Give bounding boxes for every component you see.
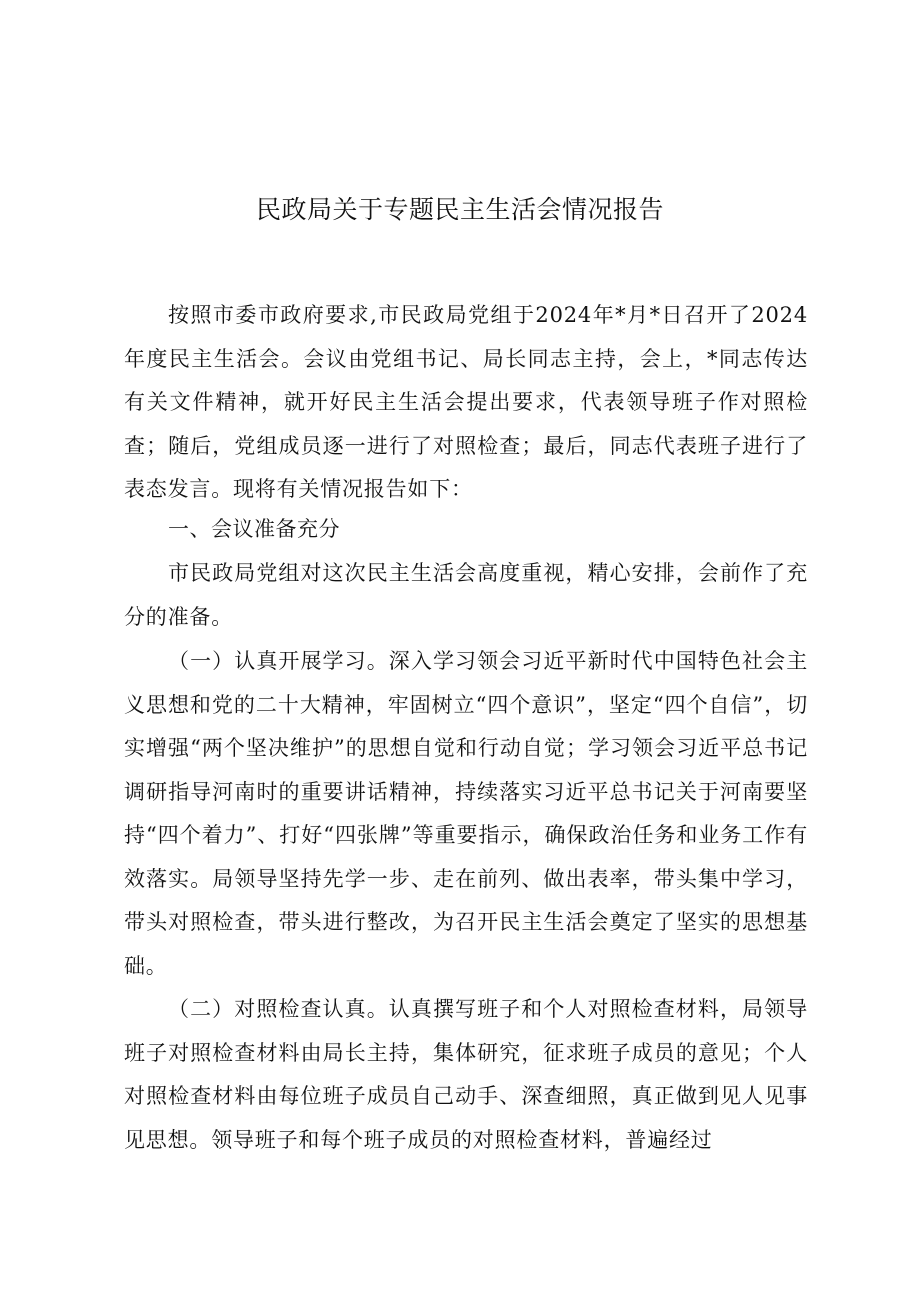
section-1-intro-paragraph: 市民政局党组对这次民主生活会高度重视，精心安排，会前作了充分的准备。 bbox=[124, 561, 808, 629]
paragraph-study: （一）认真开展学习。深入学习领会习近平新时代中国特色社会主义思想和党的二十大精神，牢固树立“四个意识”，坚定“四个自信”，切实增强“两个坚决维护”的思想自觉和行动自觉；学习领会习近平总书记调研指导河南时的重要讲话精神，持续落实习近平总书记关于河南要坚持“四个着力”、打好“四张牌”等重要指示，确保政治任务和业务工作有效落实。局领导坚持先学一步、走在前列、做出表率，带头集中学习，带头对照检查，带头进行整改，为召开民主生活会奠定了坚实的思想基础。 bbox=[124, 649, 808, 978]
document-title: 民政局关于专题民主生活会情况报告 bbox=[255, 195, 664, 224]
intro-paragraph: 按照市委市政府要求,市民政局党组于2024年*月*日召开了2024年度民主生活会。会议由党组书记、局长同志主持，会上，*同志传达有关文件精神，就开好民主生活会提出要求，代表领导班子作对照检查；随后，党组成员逐一进行了对照检查；最后，同志代表班子进行了表态发言。现将有关情况报告如下： bbox=[124, 303, 808, 501]
paragraph-self-check: （二）对照检查认真。认真撰写班子和个人对照检查材料，局领导班子对照检查材料由局长主持，集体研究，征求班子成员的意见；个人对照检查材料由每位班子成员自己动手、深查细照，真正做到见人见事见思想。领导班子和每个班子成员的对照检查材料，普遍经过 bbox=[124, 997, 808, 1152]
section-heading-1: 一、会议准备充分 bbox=[168, 517, 340, 541]
